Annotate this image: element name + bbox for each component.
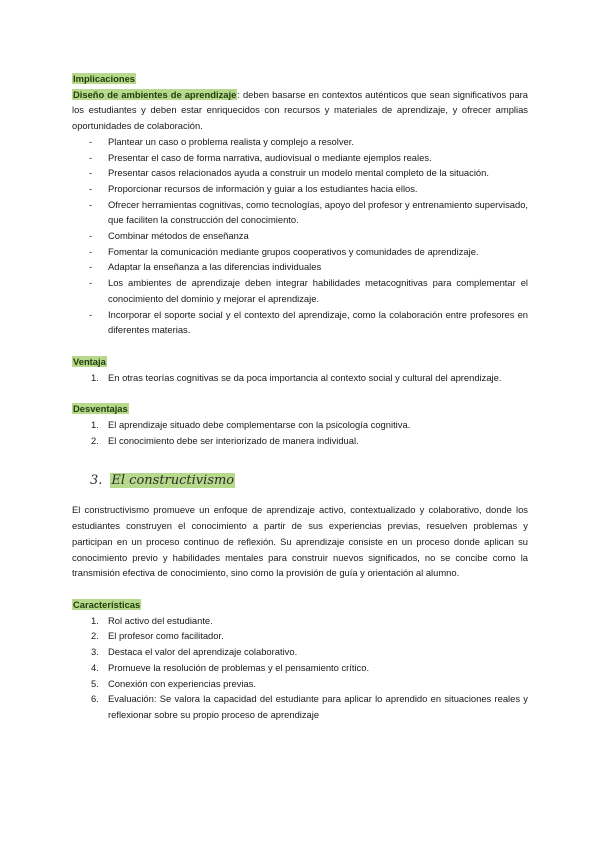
list-marker: - [89, 277, 93, 289]
list-marker: 1. [91, 419, 99, 431]
desventajas-item [72, 417, 528, 433]
implicaciones-item [72, 244, 528, 260]
implicaciones-item [72, 307, 528, 338]
ventaja-list [72, 370, 528, 386]
list-marker: 2. [91, 434, 99, 446]
list-item-text: Presentar el caso de forma narrativa, audiovisual o mediante ejemplos reales. [108, 151, 432, 163]
desventajas-list [72, 417, 528, 448]
list-marker: - [89, 261, 93, 273]
caracteristicas-list [72, 613, 528, 723]
list-item-text: Presentar casos relacionados ayuda a construir un modelo mental completo de la situación. [108, 167, 489, 179]
desventajas-item [72, 433, 528, 449]
list-marker: 1. [91, 614, 99, 626]
list-item-text: Los ambientes de aprendizaje deben integrar habilidades metacognitivas para complementar el conocimiento del dominio y mejorar el aprendizaje. [108, 277, 528, 304]
list-item-text: El aprendizaje situado debe complementarse con la psicología cognitiva. [108, 419, 411, 431]
desventajas-heading: Desventajas [73, 403, 128, 415]
list-marker: - [89, 151, 93, 163]
list-item-text: Ofrecer herramientas cognitivas, como tecnologías, apoyo del profesor y entrenamiento supervisado, que faciliten la construcción del conocimiento. [108, 198, 529, 226]
list-marker: 6. [91, 693, 99, 705]
implicaciones-intro-paragraph [72, 87, 528, 134]
list-item-text: Evaluación: Se valora la capacidad del estudiante para aplicar lo aprendido en situaciones reales y reflexionar sobre su propio proceso de aprendizaje [108, 693, 528, 720]
list-item-text: El conocimiento debe ser interiorizado de manera individual. [108, 434, 359, 446]
caracteristicas-heading: Características [73, 598, 141, 610]
ventaja-heading: Ventaja [73, 355, 106, 367]
caracteristicas-section [72, 597, 528, 723]
list-marker: - [89, 308, 93, 320]
implicaciones-item [72, 134, 528, 150]
constructivismo-number: 3. [90, 473, 103, 489]
list-item-text: Conexión con experiencias previas. [108, 677, 256, 689]
caracteristicas-item [72, 691, 528, 722]
list-item-text: Incorporar el soporte social y el contexto del aprendizaje, como la colaboración entre profesores en diferentes materias. [108, 308, 528, 336]
list-item-text: Fomentar la comunicación mediante grupos cooperativos y comunidades de aprendizaje. [108, 245, 479, 257]
list-marker: - [89, 135, 93, 147]
list-marker: 3. [91, 646, 99, 658]
implicaciones-item [72, 165, 528, 181]
constructivismo-title-text: El constructivismo [111, 473, 235, 489]
list-marker: 2. [91, 630, 99, 642]
implicaciones-item [72, 181, 528, 197]
list-item-text: Combinar métodos de enseñanza [108, 230, 249, 242]
implicaciones-subheading: Diseño de ambientes de aprendizaje [73, 88, 237, 100]
caracteristicas-item [72, 613, 528, 629]
implicaciones-item [72, 197, 528, 228]
caracteristicas-item [72, 644, 528, 660]
page-content [72, 71, 528, 723]
list-item-text: En otras teorías cognitivas se da poca importancia al contexto social y cultural del aprendizaje. [108, 371, 502, 383]
list-item-text: Adaptar la enseñanza a las diferencias individuales [108, 261, 322, 273]
implicaciones-section [72, 71, 528, 338]
implicaciones-item [72, 150, 528, 166]
ventaja-section [72, 354, 528, 385]
list-item-text: Rol activo del estudiante. [108, 614, 213, 626]
implicaciones-item [72, 228, 528, 244]
list-marker: - [89, 245, 93, 257]
list-marker: - [89, 182, 93, 194]
implicaciones-list [72, 134, 528, 338]
list-marker: - [89, 230, 93, 242]
implicaciones-intro: : deben basarse en contextos auténticos que sean significativos para los estudiantes y deben estar enriquecidos con recursos y materiales de aprendizaje, y ofrecer amplias oportunidades de colaboración. [72, 88, 528, 132]
list-item-text: Plantear un caso o problema realista y complejo a resolver. [108, 135, 354, 147]
list-marker: 1. [91, 371, 99, 383]
list-item-text: Promueve la resolución de problemas y el pensamiento crítico. [108, 661, 370, 673]
caracteristicas-item [72, 676, 528, 692]
constructivismo-paragraph: El constructivismo promueve un enfoque de aprendizaje activo, contextualizado y colaborativo, donde los estudiantes construyen el conocimiento a partir de sus experiencias previas, resuelven problemas y participan en un proceso continuo de reflexión. Su aprendizaje consiste en un proceso donde aplican su conocimiento previo y habilidades mentales para construir nuevos significados, no se concibe como la transmisión efectiva de conocimiento, sino como la provisión de guía y orientación al alumno. [72, 504, 528, 579]
list-marker: - [89, 198, 93, 210]
implicaciones-item [72, 259, 528, 275]
list-marker: 5. [91, 677, 99, 689]
caracteristicas-item [72, 628, 528, 644]
list-item-text: El profesor como facilitador. [108, 630, 224, 642]
constructivismo-title [90, 472, 528, 490]
list-item-text: Destaca el valor del aprendizaje colaborativo. [108, 646, 298, 658]
implicaciones-heading: Implicaciones [73, 73, 136, 84]
list-marker: - [89, 167, 93, 179]
caracteristicas-item [72, 660, 528, 676]
list-item-text: Proporcionar recursos de información y guiar a los estudiantes hacia ellos. [108, 182, 418, 194]
implicaciones-item [72, 275, 528, 306]
desventajas-section [72, 401, 528, 448]
ventaja-item [72, 370, 528, 386]
list-marker: 4. [91, 661, 99, 673]
